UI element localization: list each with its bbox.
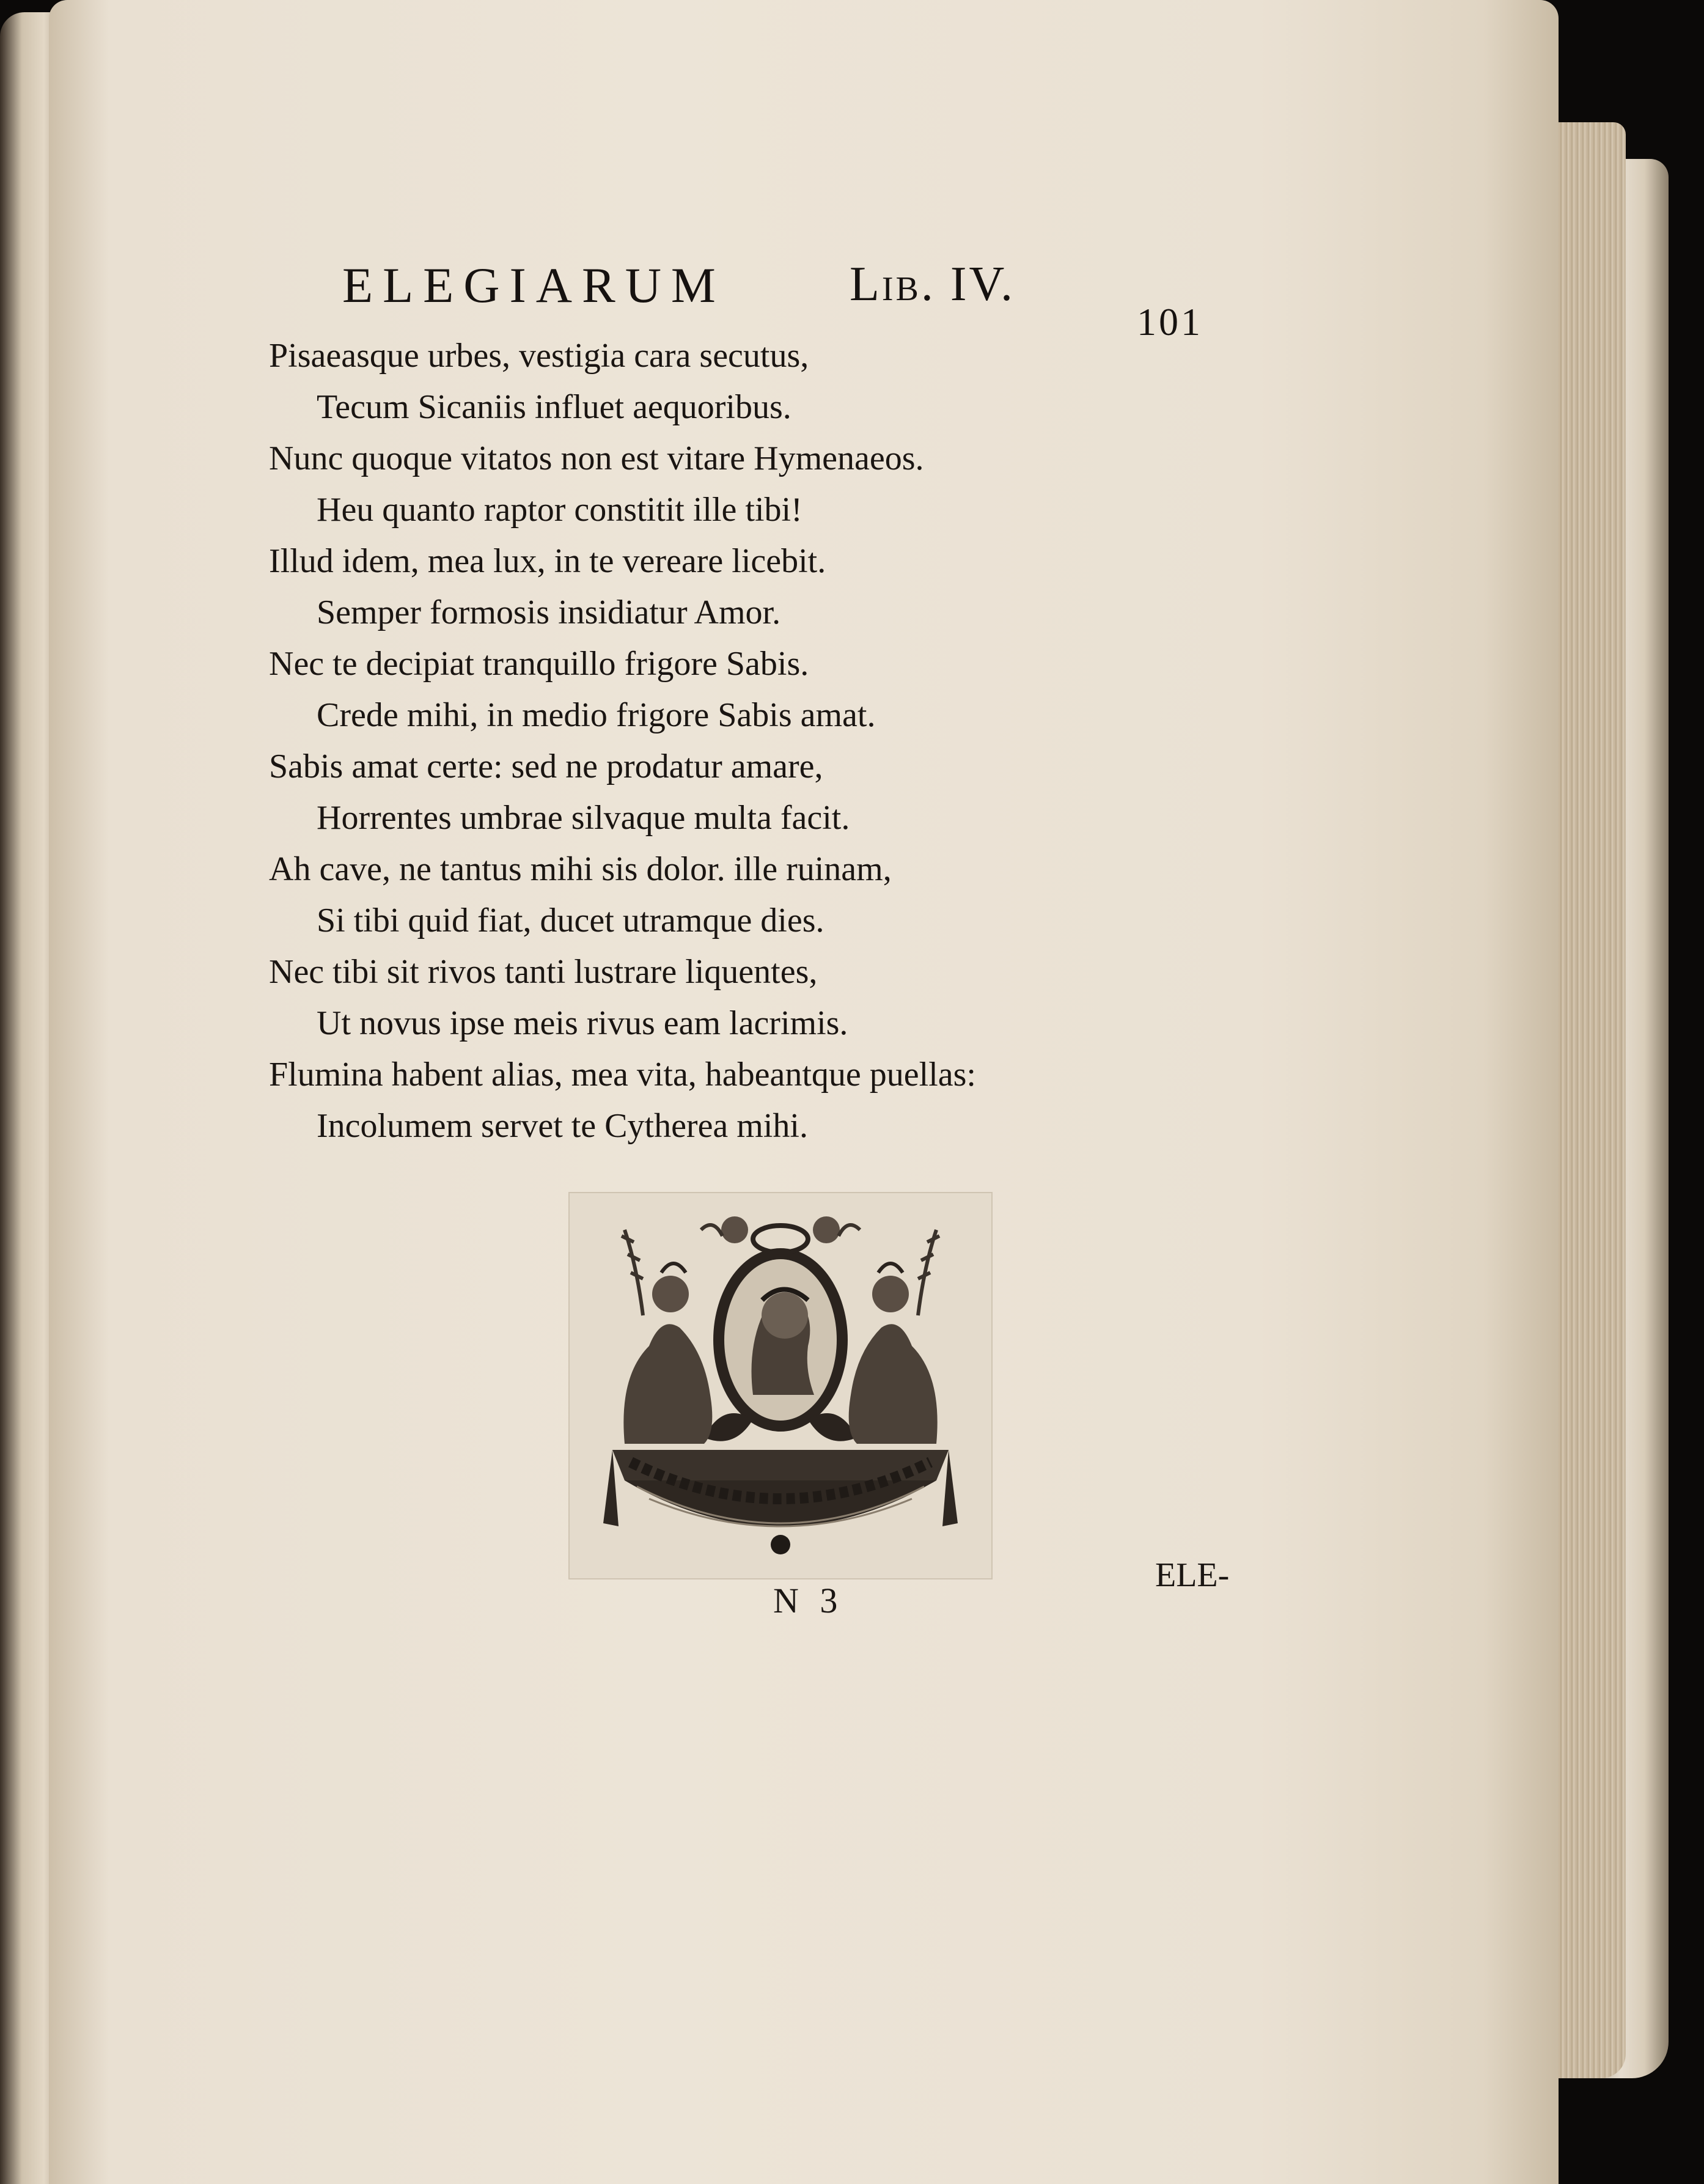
verse-line: Ah cave, ne tantus mihi sis dolor. ille ruinam, [269,850,892,888]
verse-line: Illud idem, mea lux, in te vereare licebit. [269,542,826,580]
running-header [342,257,1235,324]
verse-line: Heu quanto raptor constitit ille tibi! [317,491,802,529]
verse-line: Semper formosis insidiatur Amor. [317,594,781,631]
verse-line: Crede mihi, in medio frigore Sabis amat. [317,696,876,734]
vignette-illustration [570,1193,991,1578]
verse-line: Incolumem servet te Cytherea mihi. [317,1107,808,1145]
verse-line: Si tibi quid fiat, ducet utramque dies. [317,902,824,939]
verse-line: Sabis amat certe: sed ne prodatur amare, [269,748,823,785]
verse-line: Ut novus ipse meis rivus eam lacrimis. [317,1004,848,1042]
verse-line: Nec te decipiat tranquillo frigore Sabis. [269,645,809,683]
verse-line: Nec tibi sit rivos tanti lustrare liquentes, [269,953,818,991]
page-number: 101 [1137,300,1203,344]
verse-block [269,330,1222,1152]
verse-line: Flumina habent alias, mea vita, habeantque puellas: [269,1056,976,1094]
catchword: ELE- [1155,1556,1230,1594]
verse-line: Pisaeasque urbes, vestigia cara secutus, [269,337,809,375]
running-title: ELEGIARUM [342,257,725,313]
book-label: Lib. IV. [850,257,1015,311]
verse-line: Horrentes umbrae silvaque multa facit. [317,799,850,837]
signature-mark: N 3 [773,1581,844,1620]
verse-line: Tecum Sicaniis influet aequoribus. [317,388,791,426]
engraved-vignette [568,1192,993,1579]
verse-line: Nunc quoque vitatos non est vitare Hymenaeos. [269,439,924,477]
